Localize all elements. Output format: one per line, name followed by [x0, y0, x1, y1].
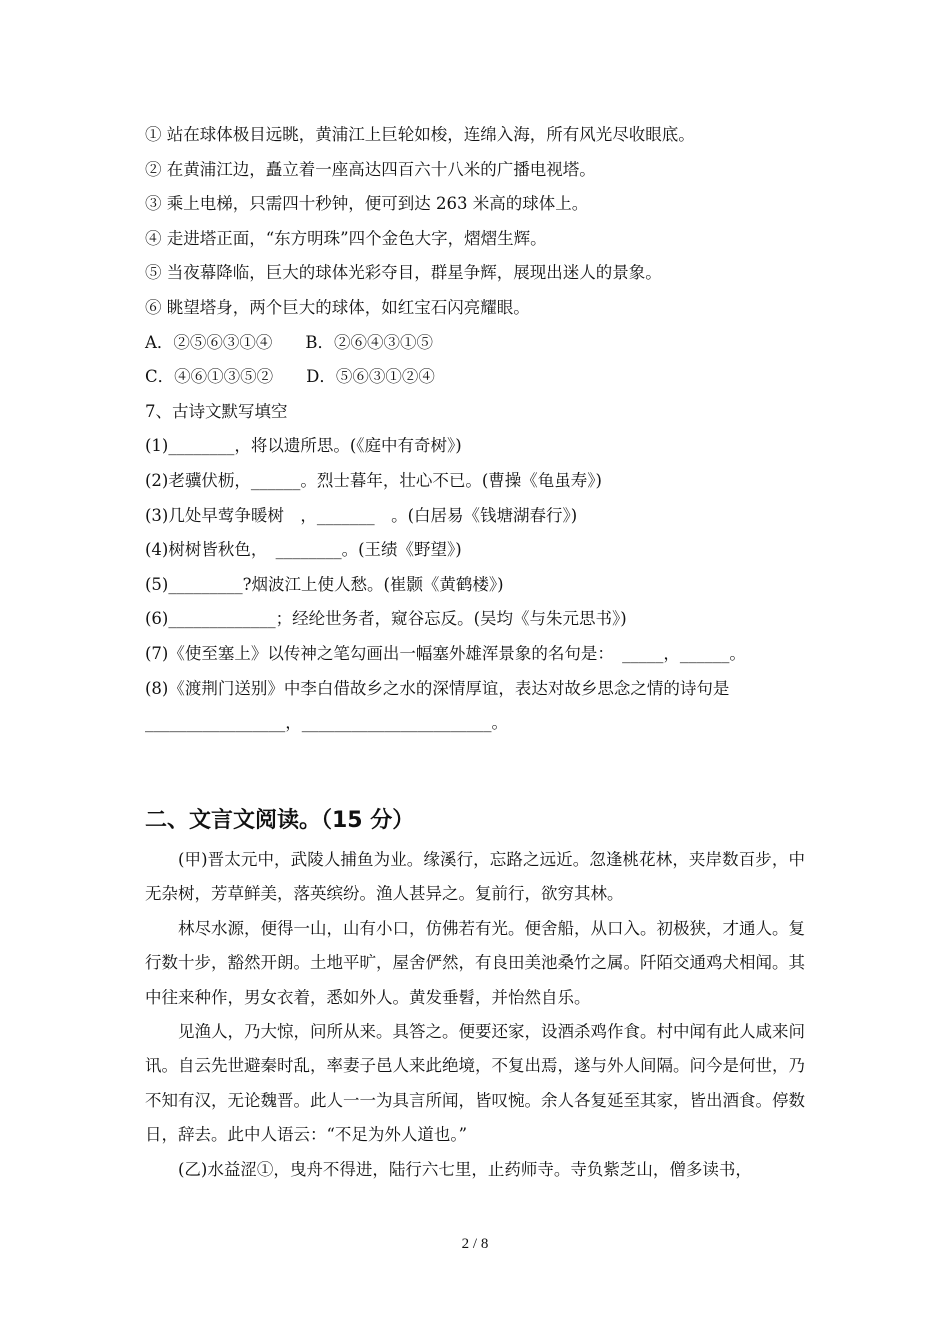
- passage-paragraph: 林尽水源，便得一山，山有小口，仿佛若有光。便舍船，从口入。初极狭，才通人。复行数十步，豁然开朗。土地平旷，屋舍俨然，有良田美池桑竹之属。阡陌交通鸡犬相闻。其中往来种作，男女衣着，悉如外人。黄发垂髫，并怡然自乐。: [145, 918, 805, 1007]
- fill-item-5: (5)_________?烟波江上使人愁。(崔颢《黄鹤楼》): [145, 574, 504, 594]
- sentence-2: ② 在黄浦江边，矗立着一座高达四百六十八米的广播电视塔。: [145, 159, 596, 179]
- passage-paragraph: (甲)晋太元中，武陵人捕鱼为业。缘溪行，忘路之远近。忽逢桃花林，夹岸数百步，中无杂树，芳草鲜美，落英缤纷。渔人甚异之。复前行，欲穷其林。: [145, 850, 805, 904]
- question-block: [145, 118, 815, 741]
- fill-item-3: (3)几处早莺争暖树 ，_______ 。(白居易《钱塘湖春行》): [145, 505, 578, 525]
- choices-cd: C．④⑥①③⑤② D．⑤⑥③①②④: [145, 367, 435, 387]
- sentence-6: ⑥ 眺望塔身，两个巨大的球体，如红宝石闪亮耀眼。: [145, 297, 530, 317]
- fill-item-7: (7)《使至塞上》以传神之笔勾画出一幅塞外雄浑景象的名句是： _____，______。: [145, 643, 746, 663]
- fill-item-4: (4)树树皆秋色， ________。(王绩《野望》): [145, 540, 462, 560]
- sentence-4: ④ 走进塔正面，“东方明珠”四个金色大字，熠熠生辉。: [145, 228, 547, 248]
- page-number: 2 / 8: [461, 1236, 489, 1252]
- fill-item-1: (1)________，将以遗所思。(《庭中有奇树》): [145, 436, 462, 456]
- passage-paragraph: (乙)水益涩①，曳舟不得进，陆行六七里，止药师寺。寺负紫芝山，僧多读书，: [178, 1159, 752, 1179]
- fill-item-6: (6)_____________；经纶世务者，窥谷忘反。(吴均《与朱元思书》): [145, 609, 627, 629]
- sentence-1: ① 站在球体极目远眺，黄浦江上巨轮如梭，连绵入海，所有风光尽收眼底。: [145, 125, 695, 144]
- fill-item-2: (2)老骥伏枥，______。烈士暮年，壮心不已。(曹操《龟虽寿》): [145, 470, 602, 490]
- fill-item-8-blanks: _________________，_______________________。: [145, 713, 508, 733]
- choices-ab: A．②⑤⑥③①④ B．②⑥④③①⑤: [145, 332, 434, 352]
- sentence-5: ⑤ 当夜幕降临，巨大的球体光彩夺目，群星争辉，展现出迷人的景象。: [145, 263, 662, 283]
- passage-paragraph: 见渔人，乃大惊，问所从来。具答之。便要还家，设酒杀鸡作食。村中闻有此人咸来问讯。自云先世避秦时乱，率妻子邑人来此绝境，不复出焉，遂与外人间隔。问今是何世，乃不知有汉，无论魏晋。此人一一为具言所闻，皆叹惋。余人各复延至其家，皆出酒食。停数日，辞去。此中人语云：“不足为外人道也。”: [145, 1022, 805, 1145]
- question7-title: 7、古诗文默写填空: [145, 401, 288, 421]
- section-heading: 二、文言文阅读。（15 分）: [145, 808, 415, 833]
- fill-item-8: (8)《渡荆门送别》中李白借故乡之水的深情厚谊，表达对故乡思念之情的诗句是: [145, 678, 730, 698]
- classical-reading-passage: [145, 843, 805, 1187]
- sentence-3: ③ 乘上电梯，只需四十秒钟，便可到达 263 米高的球体上。: [145, 194, 589, 214]
